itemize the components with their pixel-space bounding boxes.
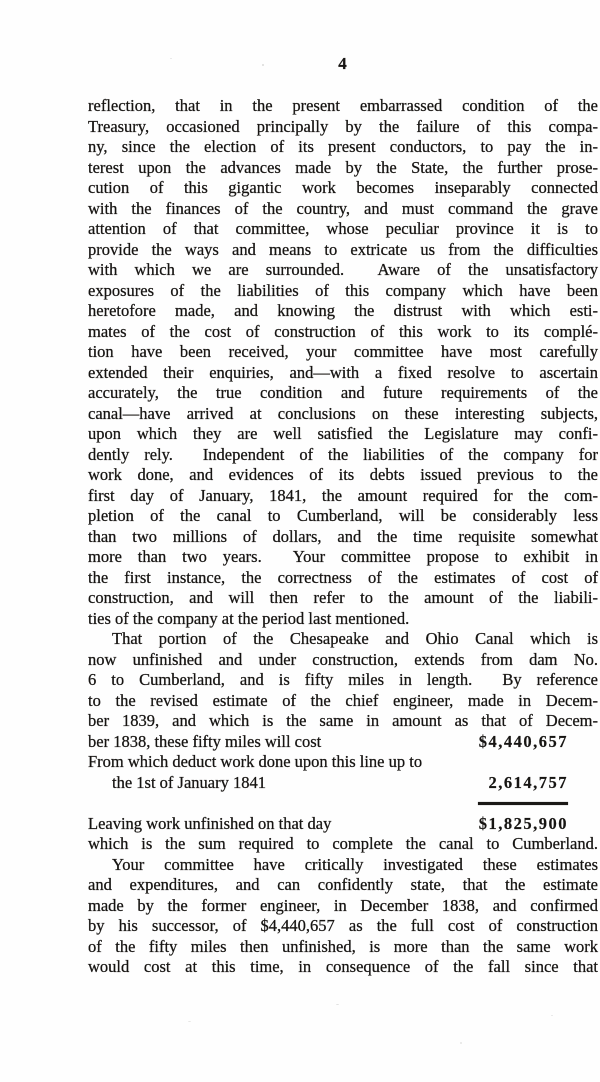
text-line: which is the sum required to complete the canal to Cumberland.	[88, 834, 598, 853]
sum-divider	[88, 793, 598, 814]
text-line: to the revised estimate of the chief engineer, made in Decem-	[88, 690, 598, 710]
text-line: and expenditures, and can confidently state, that the estimate	[88, 875, 598, 894]
text-line: by his successor, of $4,440,657 as the full cost of construction	[88, 916, 598, 935]
ledger-line	[88, 814, 598, 835]
ledger-amount: $4,440,657	[478, 731, 568, 751]
text-line: dently rely. Independent of the liabilities of the company for	[88, 444, 598, 464]
text-line: with the finances of the country, and must command the grave	[88, 198, 598, 218]
text-line: terest upon the advances made by the State, the further prose-	[88, 157, 598, 177]
text-line: upon which they are well satisfied the Legislature may confi-	[88, 424, 598, 443]
text-line: more than two years. Your committee propose to exhibit in	[88, 547, 598, 566]
text-line: accurately, the true condition and future requirements of the	[88, 383, 598, 402]
text-line: 6 to Cumberland, and is fifty miles in length. By reference	[88, 670, 598, 689]
ledger-label: Leaving work unfinished on that day	[88, 813, 332, 833]
page-number: 4	[338, 54, 348, 73]
text-line: with which we are surrounded. Aware of the unsatisfactory	[88, 260, 598, 279]
text-line: reflection, that in the present embarrassed condition of the	[88, 96, 598, 115]
text-line: mates of the cost of construction of this work to its complé-	[88, 321, 598, 341]
ledger-label: the 1st of January 1841	[112, 772, 266, 792]
text-line: work done, and evidences of its debts issued previous to the	[88, 465, 598, 484]
ledger-line	[88, 773, 598, 794]
text-line: made by the former engineer, in December 1838, and confirmed	[88, 895, 598, 915]
text-line: canal—have arrived at conclusions on these interesting subjects,	[88, 403, 598, 423]
text-line: the first instance, the correctness of the estimates of cost of	[88, 567, 598, 587]
text-line: than two millions of dollars, and the time requisite somewhat	[88, 526, 598, 546]
ledger-amount: 2,614,757	[488, 772, 568, 792]
scan-speck	[460, 1042, 462, 1044]
scan-speck	[336, 1004, 339, 1005]
text-line: of the fifty miles then unfinished, is more than the same work	[88, 936, 598, 956]
text-line: pletion of the canal to Cumberland, will be considerably less	[88, 506, 598, 525]
scan-speck	[170, 58, 172, 59]
text-line: heretofore made, and knowing the distrust with which esti-	[88, 301, 598, 320]
text-line: That portion of the Chesapeake and Ohio Canal which is	[112, 629, 598, 648]
text-line: ny, since the election of its present conductors, to pay the in-	[88, 137, 598, 156]
text-line: From which deduct work done upon this line up to	[88, 752, 423, 771]
text-line: exposures of the liabilities of this company which have been	[88, 280, 598, 300]
text-line: would cost at this time, in consequence of the fall since that	[88, 957, 598, 976]
text-line: Your committee have critically investigated these estimates	[112, 854, 598, 874]
ledger-label: ber 1838, these fifty miles will cost	[88, 731, 322, 751]
text-line: provide the ways and means to extricate us from the difficulties	[88, 239, 598, 259]
scan-speck	[262, 64, 264, 66]
text-line: now unfinished and under construction, extends from dam No.	[88, 649, 598, 669]
text-line: cution of this gigantic work becomes inseparably connected	[88, 178, 598, 197]
scan-speck	[551, 1015, 553, 1016]
text-line: construction, and will then refer to the amount of the liabili-	[88, 588, 598, 607]
text-line: ties of the company at the period last mentioned.	[88, 608, 410, 628]
page-body	[88, 96, 598, 978]
ledger-line	[88, 732, 598, 753]
text-line: first day of January, 1841, the amount required for the com-	[88, 485, 598, 505]
text-line: extended their enquiries, and—with a fixed resolve to ascertain	[88, 362, 598, 382]
sum-rule-line	[478, 802, 568, 805]
scan-speck	[188, 1021, 191, 1022]
text-line: attention of that committee, whose peculiar province it is to	[88, 219, 598, 238]
text-line: ber 1839, and which is the same in amount as that of Decem-	[88, 711, 598, 730]
text-line: Treasury, occasioned principally by the failure of this compa-	[88, 116, 598, 136]
ledger-amount: $1,825,900	[478, 813, 568, 833]
text-line: tion have been received, your committee have most carefully	[88, 342, 598, 361]
